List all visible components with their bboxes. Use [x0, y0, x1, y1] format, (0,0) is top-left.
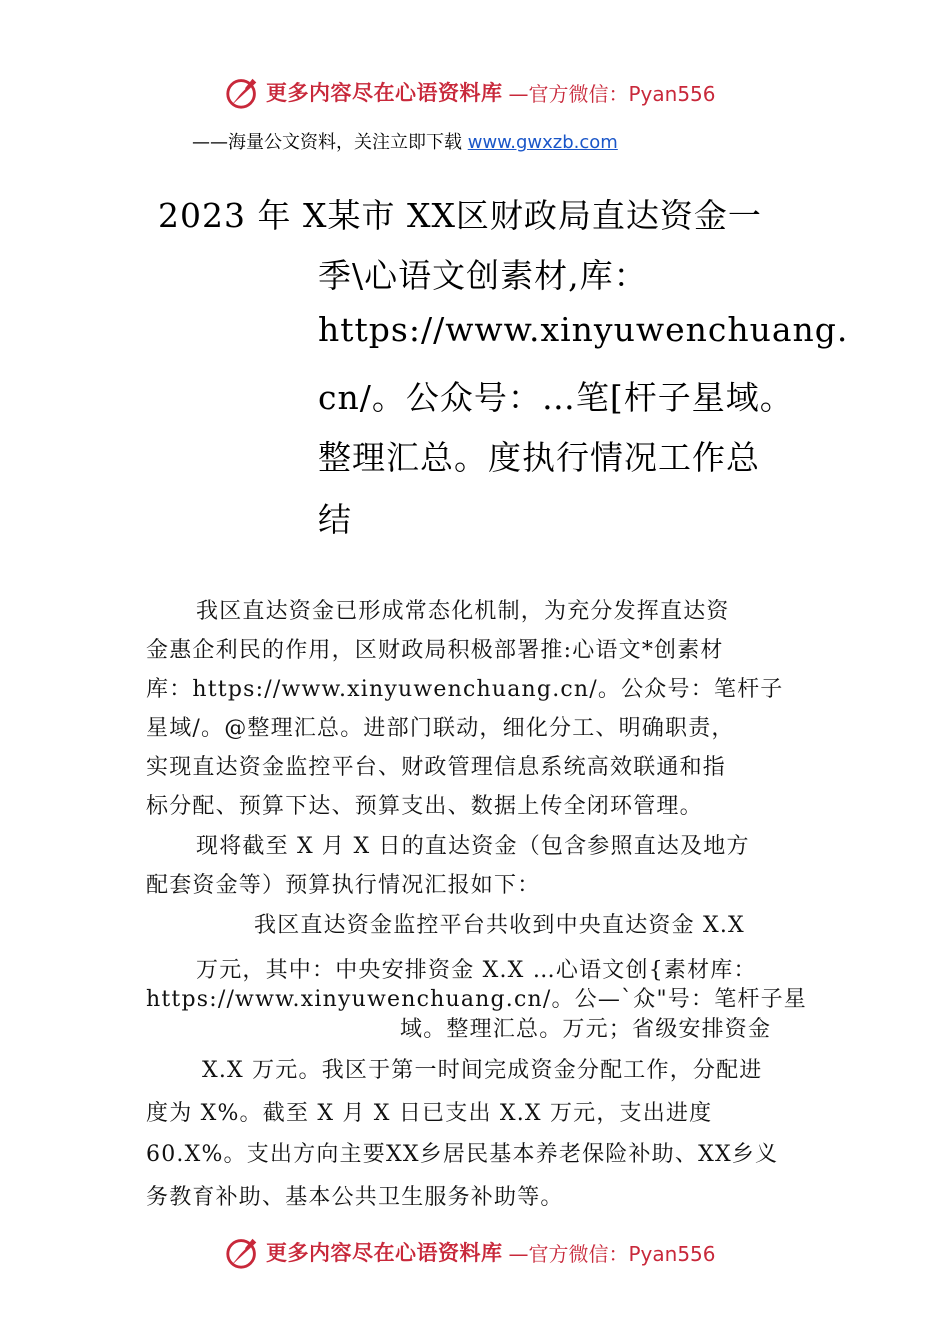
para1-line-6: 标分配、预算下达、预算支出、数据上传全闭环管理。 — [146, 794, 703, 819]
title-line-2: 季\心语文创素材,库： — [318, 256, 648, 295]
footer-banner — [224, 1232, 716, 1272]
para2-line-2: 配套资金等）预算执行情况汇报如下： — [146, 873, 541, 898]
para3-line-5: X.X 万元。我区于第一时间完成资金分配工作，分配进 — [202, 1058, 763, 1083]
para1-line-1: 我区直达资金已形成常态化机制，为充分发挥直达资 — [196, 599, 730, 624]
quill-logo-icon — [224, 1233, 262, 1271]
subline-text: ——海量公文资料，关注立即下载 — [192, 132, 468, 153]
para3-line-8: 务教育补助、基本公共卫生服务补助等。 — [146, 1185, 564, 1210]
para3-line-6: 度为 X%。截至 X 月 X 日已支出 X.X 万元，支出进度 — [146, 1101, 713, 1126]
title-line-6: 结 — [318, 500, 352, 539]
title-line-4: cn/。公众号：…笔[杆子星域。 — [318, 378, 794, 417]
para1-line-5: 实现直达资金监控平台、财政管理信息系统高效联通和指 — [146, 755, 727, 780]
para1-line-2: 金惠企利民的作用，区财政局积极部署推:心语文*创素材 — [146, 638, 724, 663]
title-line-5: 整理汇总。度执行情况工作总 — [318, 438, 760, 477]
title-line-3: https://www.xinyuwenchuang. — [318, 310, 849, 349]
header-subline — [192, 128, 618, 154]
subline-link[interactable]: www.gwxzb.com — [467, 132, 618, 153]
title-line-1: 2023 年 X某市 XX区财政局直达资金一 — [158, 196, 762, 235]
para3-line-1: 我区直达资金监控平台共收到中央直达资金 X.X — [254, 913, 745, 938]
para3-line-7: 60.X%。支出方向主要XX乡居民基本养老保险补助、XX乡义 — [146, 1142, 779, 1167]
para3-line-2: 万元，其中：中央安排资金 X.X …心语文创{素材库： — [196, 958, 757, 983]
para3-line-3: https://www.xinyuwenchuang.cn/。公—`众"号：笔杆子星 — [146, 987, 808, 1012]
header-wechat-text: —官方微信：Pyan556 — [508, 81, 716, 106]
footer-promo-text: 更多内容尽在心语资料库 — [266, 1241, 503, 1265]
para1-line-4: 星域/。@整理汇总。进部门联动，细化分工、明确职责， — [146, 716, 735, 741]
header-promo-text: 更多内容尽在心语资料库 — [266, 81, 503, 105]
para1-line-3: 库：https://www.xinyuwenchuang.cn/。公众号：笔杆子 — [146, 677, 784, 702]
header-banner — [224, 72, 716, 112]
para3-line-4: 域。整理汇总。万元；省级安排资金 — [400, 1017, 772, 1042]
para2-line-1: 现将截至 X 月 X 日的直达资金（包含参照直达及地方 — [196, 834, 750, 859]
footer-wechat-text: —官方微信：Pyan556 — [508, 1241, 716, 1266]
quill-logo-icon — [224, 73, 262, 111]
